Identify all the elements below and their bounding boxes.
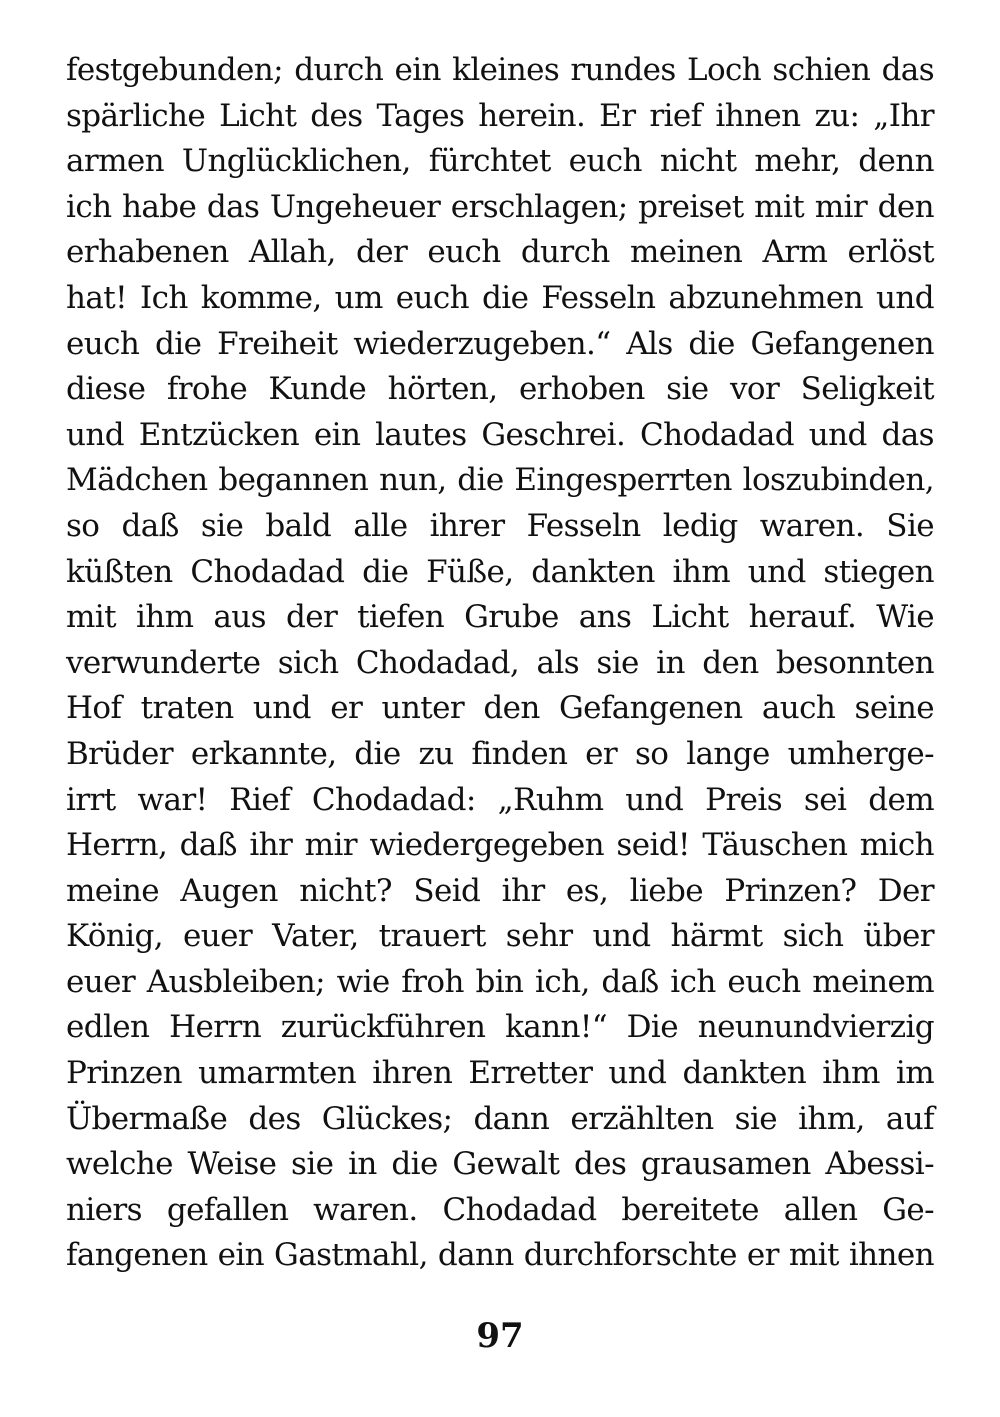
text-line: hat! Ich komme, um euch die Fesseln abzunehmen und (66, 279, 934, 316)
text-line: Mädchen begannen nun, die Eingesperrten loszubinden, (66, 462, 934, 499)
text-line: küßten Chodadad die Füße, dankten ihm und stiegen (66, 553, 934, 590)
body-text (66, 48, 934, 1279)
text-line: mit ihm aus der tiefen Grube ans Licht herauf. Wie (66, 599, 934, 636)
text-line: Brüder erkannte, die zu finden er so lange umherge- (66, 735, 934, 772)
text-line: festgebunden; durch ein kleines rundes Loch schien das (66, 52, 934, 88)
text-line: erhabenen Allah, der euch durch meinen Arm erlöst (66, 234, 934, 271)
text-line: edlen Herrn zurückführen kann!“ Die neunundvierzig (66, 1009, 934, 1046)
page-number: 97 (476, 1316, 524, 1356)
text-line: Prinzen umarmten ihren Erretter und dankten ihm im (66, 1055, 934, 1092)
text-line: ich habe das Ungeheuer erschlagen; preiset mit mir den (66, 188, 934, 225)
text-line: und Entzücken ein lautes Geschrei. Chodadad und das (66, 416, 934, 453)
text-line: armen Unglücklichen, fürchtet euch nicht mehr, denn (66, 143, 934, 180)
text-line: irrt war! Rief Chodadad: „Ruhm und Preis sei dem (66, 781, 934, 818)
text-line: euch die Freiheit wiederzugeben.“ Als die Gefangenen (66, 325, 934, 362)
text-line: verwunderte sich Chodadad, als sie in den besonnten (66, 644, 934, 681)
text-line: Hof traten und er unter den Gefangenen auch seine (66, 690, 934, 727)
text-line: diese frohe Kunde hörten, erhoben sie vor Seligkeit (66, 371, 934, 408)
text-line: König, euer Vater, trauert sehr und härmt sich über (66, 918, 934, 955)
text-line: welche Weise sie in die Gewalt des grausamen Abessi- (66, 1146, 934, 1183)
text-line: euer Ausbleiben; wie froh bin ich, daß ich euch meinem (66, 963, 934, 1000)
text-line: Übermaße des Glückes; dann erzählten sie ihm, auf (66, 1100, 934, 1137)
text-line: fangenen ein Gastmahl, dann durchforschte er mit ihnen (66, 1237, 934, 1274)
text-line: so daß sie bald alle ihrer Fesseln ledig waren. Sie (66, 507, 934, 544)
text-line: niers gefallen waren. Chodadad bereitete allen Ge- (66, 1191, 934, 1228)
text-line: meine Augen nicht? Seid ihr es, liebe Prinzen? Der (66, 872, 934, 909)
text-line: spärliche Licht des Tages herein. Er rief ihnen zu: „Ihr (66, 97, 934, 134)
text-line: Herrn, daß ihr mir wiedergegeben seid! Täuschen mich (66, 827, 934, 864)
